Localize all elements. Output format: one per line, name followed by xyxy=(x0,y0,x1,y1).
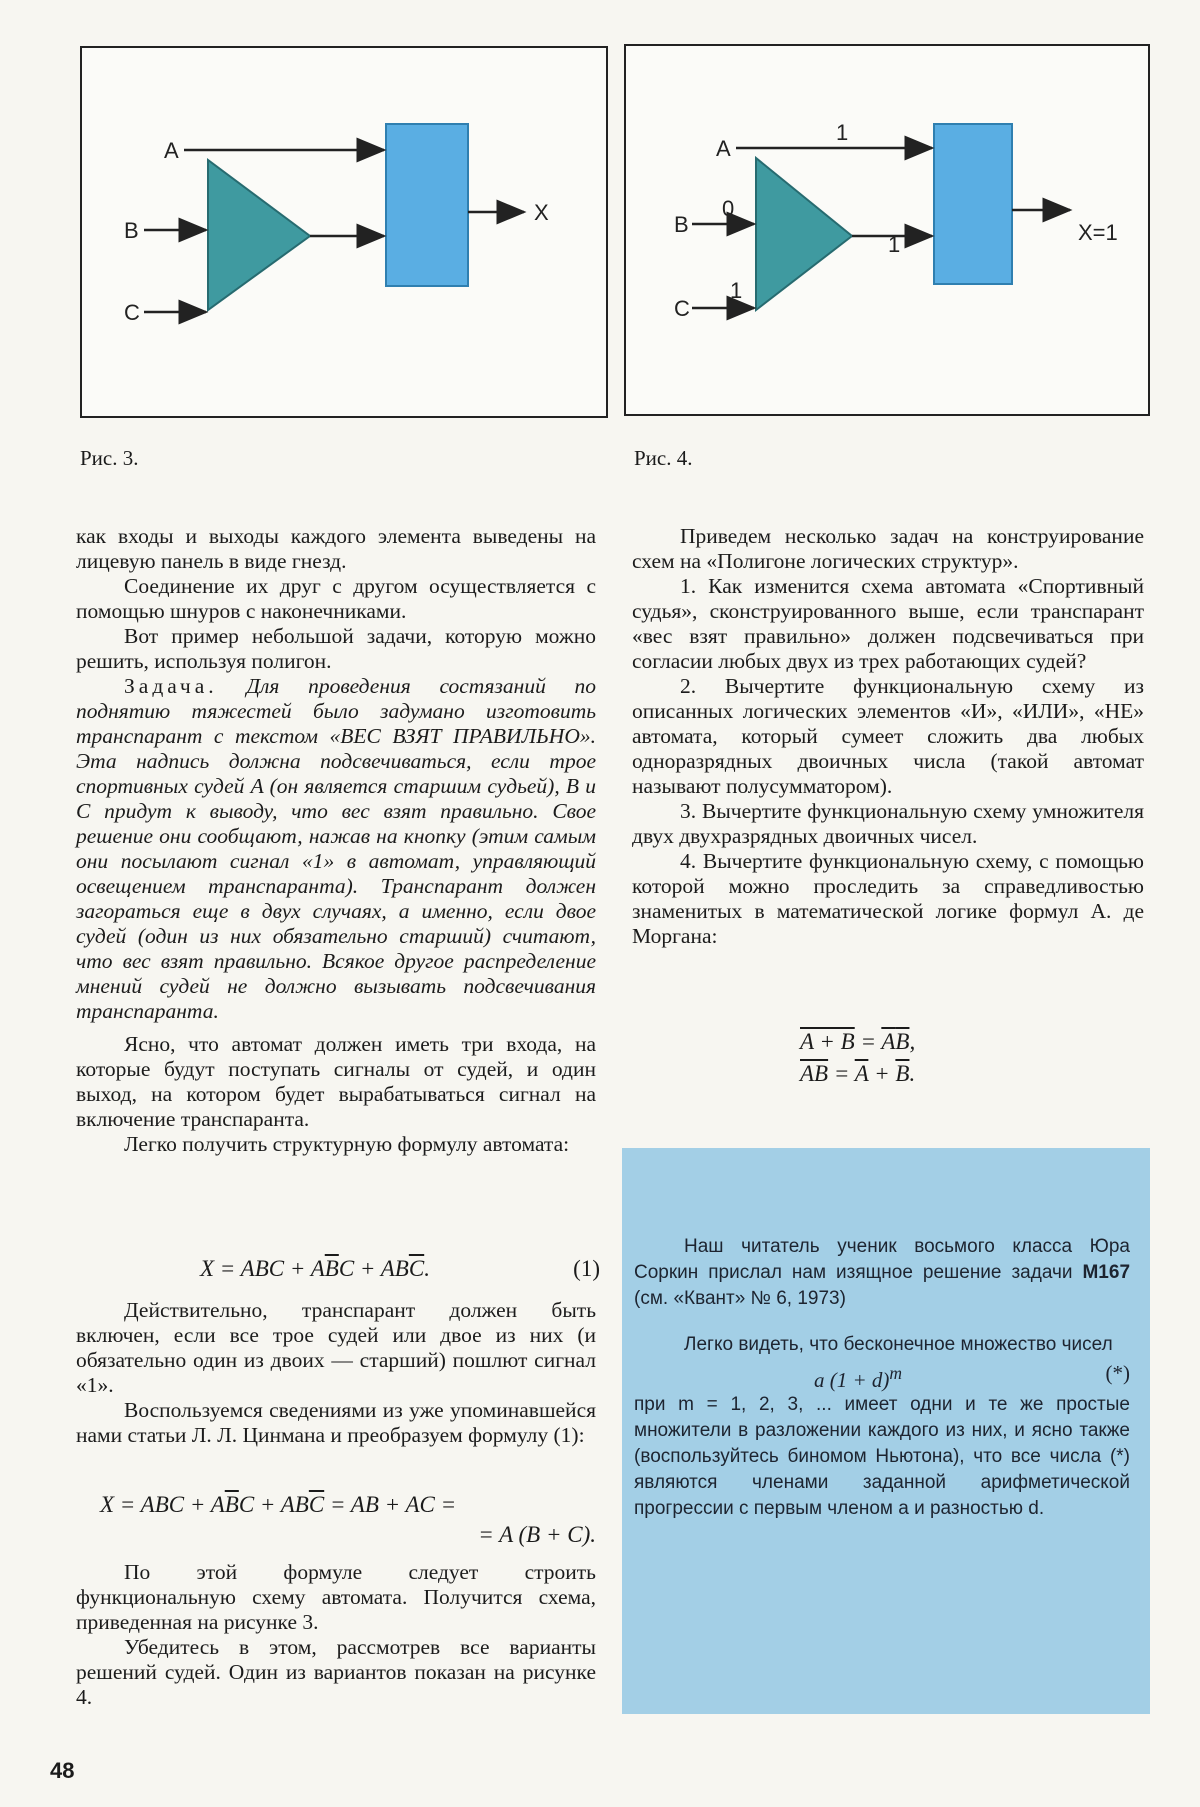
note-paragraph: Легко видеть, что бесконечное множество чисел xyxy=(684,1334,1113,1355)
label-b: B xyxy=(674,212,689,237)
paragraph: Воспользуемся сведениями из уже упоминавшейся нами статьи Л. Л. Цинмана и преобразуем формулу (1): xyxy=(76,1398,596,1447)
paragraph: Действительно, транспарант должен быть включен, если все трое судей или двое из них (и обязательно один из двоих — старший) пошлют сигнал «1». xyxy=(76,1298,596,1397)
figure-3 xyxy=(80,46,608,418)
label-x: X=1 xyxy=(1078,220,1118,245)
question-1: 1. Как изменится схема автомата «Спортивный судья», сконструированного выше, если транспарант «вес взят правильно» должен подсвечиваться при согласии любых двух из трех работающих судей? xyxy=(632,574,1144,673)
figure-3-diagram xyxy=(82,48,606,416)
task-text: Для проведения состязаний по поднятию тяжестей было задумано изготовить транспарант с текстом «ВЕС ВЗЯТ ПРАВИЛЬНО». Эта надпись должна подсвечиваться, если трое спортивных судей A (он является старшим судьей), B и C придут к выводу, что вес взят правильно. Свое решение они сообщают, нажав на кнопку (этим самым они посылают сигнал «1» в автомат, управляющий освещением транспаранта). Транспарант должен загораться еще в двух случаях, а именно, если двое судей (один из них обязательно старший) считают, что вес взят правильно. Всякое другое распределение мнений судей не должно вызывать подсвечивания транспаранта. xyxy=(76,674,597,1023)
note-ref: (см. «Квант» № 6, 1973) xyxy=(634,1288,846,1309)
formula-2: X = ABC + $A\overline{B}C + AB\overline{C}$ = AB + AC = = A (B + C). xyxy=(100,1492,596,1547)
question-4: 4. Вычертите функциональную схему, с помощью которой можно проследить за справедливостью знаменитых в математической логике формул А. де Моргана: xyxy=(632,849,1144,948)
task-label: Задача. xyxy=(124,674,218,698)
page-number: 48 xyxy=(50,1758,75,1783)
paragraph: Приведем несколько задач на конструирование схем на «Полигоне логических структур». xyxy=(632,524,1144,573)
label-a: A xyxy=(164,138,179,163)
logic-element-triangle xyxy=(208,160,310,310)
label-c: C xyxy=(124,300,140,325)
left-column-end xyxy=(76,1560,596,1710)
figure-3-caption: Рис. 3. xyxy=(80,446,139,470)
paragraph: По этой формуле следует строить функциональную схему автомата. Получится схема, приведенная на рисунке 3. xyxy=(76,1560,596,1634)
value-a: 1 xyxy=(836,120,849,145)
left-column-lower xyxy=(76,1298,596,1448)
de-morgan-formulas: $A + B = \overline{A}\overline{B}$, $\overline{AB} = \overline{A} + \overline{B}$. xyxy=(800,1029,916,1086)
note-paragraph: при m = 1, 2, 3, ... имеет одни и те же простые множители в разложении каждого из них, и ясно также (воспользуйтесь биномом Ньютона), что все числа (*) являются членами заданной арифметической прогрессии с первым членом a и разностью d. xyxy=(634,1394,1130,1519)
formula-1: X = ABC + $A\overline{B}C + AB\overline{C}$. (1) xyxy=(200,1256,600,1281)
note-text: Наш читатель ученик восьмого класса Юра Соркин прислал нам изящное решение задачи xyxy=(634,1236,1130,1283)
paragraph: как входы и выходы каждого элемента выведены на лицевую панель в виде гнезд. xyxy=(76,524,596,573)
logic-element-triangle xyxy=(756,158,852,310)
label-b: B xyxy=(124,218,139,243)
value-b: 0 xyxy=(722,196,735,221)
label-x: X xyxy=(534,200,549,225)
paragraph: Соединение их друг с другом осуществляется с помощью шнуров с наконечниками. xyxy=(76,574,596,623)
problem-code: М167 xyxy=(1082,1262,1131,1283)
label-a: A xyxy=(716,136,731,161)
figure-4-caption: Рис. 4. xyxy=(634,446,693,470)
left-column xyxy=(76,524,596,1157)
reader-note-box xyxy=(622,1148,1150,1714)
figure-4-diagram xyxy=(626,46,1148,414)
paragraph: Убедитесь в этом, рассмотрев все варианты решений судей. Один из вариантов показан на рисунке 4. xyxy=(76,1635,596,1709)
value-mid: 1 xyxy=(888,232,901,257)
figure-4 xyxy=(624,44,1150,416)
question-3: 3. Вычертите функциональную схему умножителя двух двухразрядных двоичных чисел. xyxy=(632,799,1144,848)
logic-element-box xyxy=(386,124,468,286)
paragraph: Вот пример небольшой задачи, которую можно решить, используя полигон. xyxy=(76,624,596,673)
value-c: 1 xyxy=(730,278,743,303)
note-formula-number: (*) xyxy=(1105,1361,1130,1385)
note-paragraph xyxy=(634,1234,1130,1312)
paragraph: Легко получить структурную формулу автомата: xyxy=(124,1132,570,1156)
label-c: C xyxy=(674,296,690,321)
paragraph: Ясно, что автомат должен иметь три входа, на которые будут поступать сигналы от судей, и один выход, на котором будет вырабатываться сигнал на включение транспаранта. xyxy=(76,1032,596,1131)
right-column xyxy=(632,524,1144,949)
question-2: 2. Вычертите функциональную схему из описанных логических элементов «И», «ИЛИ», «НЕ» автомата, который сумеет сложить два любых одноразрядных двоичных числа (такой автомат называют полусумматором). xyxy=(632,674,1144,798)
logic-element-box xyxy=(934,124,1012,284)
note-formula: a $(1 + d)^m$ (*) xyxy=(814,1361,1130,1392)
task-paragraph xyxy=(76,674,596,1024)
formula-number: (1) xyxy=(573,1256,600,1281)
